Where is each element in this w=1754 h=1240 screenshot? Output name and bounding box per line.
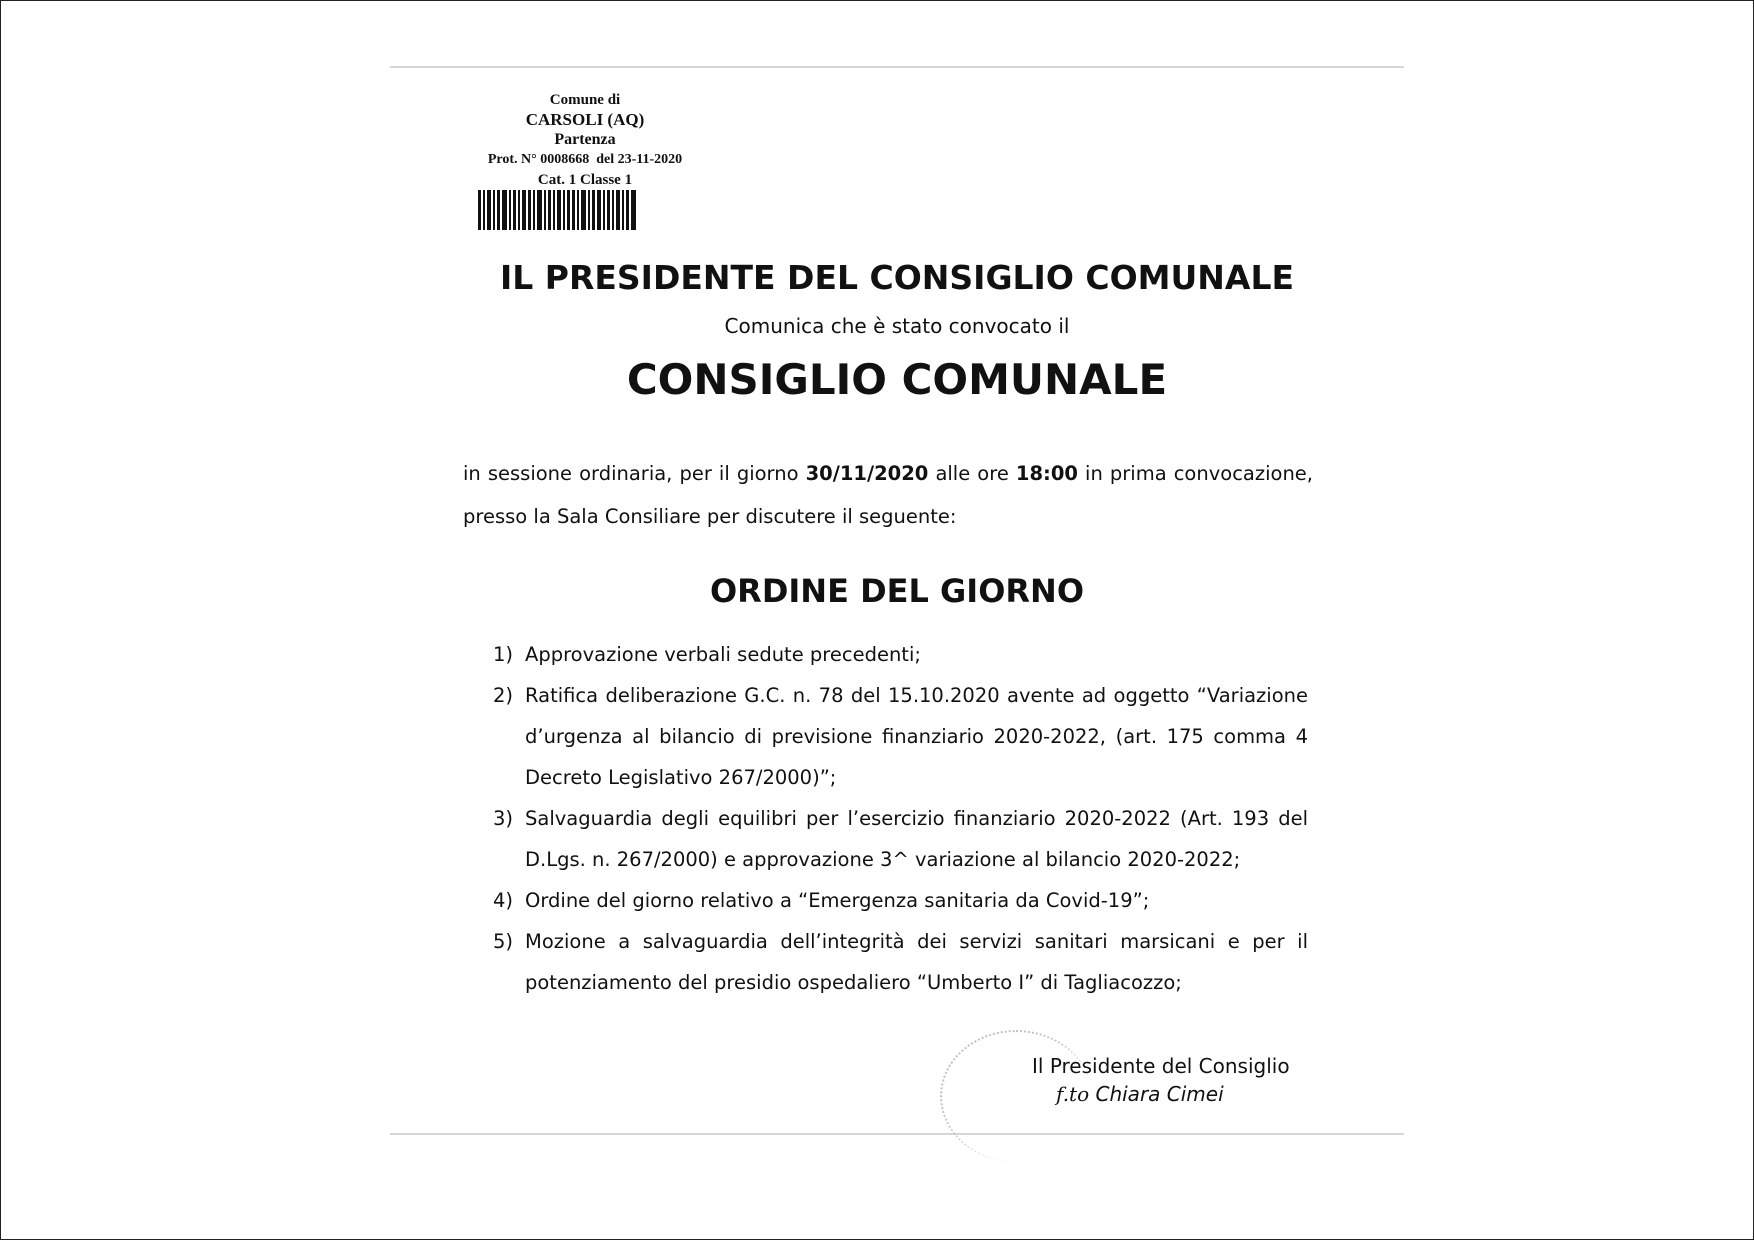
barcode-bar xyxy=(626,190,629,230)
barcode-icon xyxy=(478,190,692,230)
agenda-item xyxy=(493,880,1308,921)
stamp-line: Prot. N° 0008668 del 23-11-2020 xyxy=(487,152,683,167)
barcode-bar xyxy=(478,190,481,230)
heading: CONSIGLIO COMUNALE xyxy=(626,355,1168,404)
item-text: Ratifica deliberazione G.C. n. 78 del 15.10.2020 avente ad oggetto “Variazione d’urgenza al bilancio di previsione finanziario 2020-2022, (art. 175 comma 4 Decreto Legislativo 267/2000)”; xyxy=(525,684,1308,789)
stamp-line: Comune di xyxy=(549,92,621,108)
signature-prefix: f.to xyxy=(1056,1082,1090,1106)
item-number: 5) xyxy=(493,930,514,953)
item-number: 2) xyxy=(493,684,514,707)
item-text: Salvaguardia degli equilibri per l’esercizio finanziario 2020-2022 (Art. 193 del D.Lgs. n. 267/2000) e approvazione 3^ variazione al bilancio 2020-2022; xyxy=(525,807,1308,871)
meeting-date: 30/11/2020 xyxy=(805,462,929,485)
signer-role: Il Presidente del Consiglio xyxy=(1032,1054,1290,1078)
page-bottom-edge xyxy=(390,1133,1404,1135)
barcode-bar xyxy=(563,190,565,230)
barcode-bar xyxy=(487,190,491,230)
signature-block xyxy=(1032,1052,1290,1108)
barcode-bar xyxy=(483,190,485,230)
item-text: Approvazione verbali sedute precedenti; xyxy=(525,643,921,666)
barcode-bar xyxy=(533,190,535,230)
barcode-bar xyxy=(597,190,601,230)
stamp-line: CARSOLI (AQ) xyxy=(525,110,645,129)
subtitle: Comunica che è stato convocato il xyxy=(724,314,1070,338)
agenda-item xyxy=(493,634,1308,675)
item-text: Mozione a salvaguardia dell’integrità dei servizi sanitari marsicani e per il potenziamento del presidio ospedaliero “Umberto I” di Tagliacozzo; xyxy=(525,930,1308,994)
barcode-bar xyxy=(607,190,610,230)
barcode-bar xyxy=(603,190,605,230)
intro-text: alle ore xyxy=(928,462,1016,485)
item-number: 1) xyxy=(493,643,514,666)
barcode-bar xyxy=(502,190,507,230)
item-number: 4) xyxy=(493,889,514,912)
barcode-bar xyxy=(497,190,500,230)
barcode-bar xyxy=(548,190,551,230)
barcode-bar xyxy=(557,190,561,230)
intro-text: in sessione ordinaria, per il giorno xyxy=(463,462,806,485)
agenda-title: ORDINE DEL GIORNO xyxy=(709,572,1085,610)
stamp-line: Cat. 1 Classe 1 xyxy=(537,172,633,188)
signer-name: Chiara Cimei xyxy=(1095,1082,1224,1106)
intro-paragraph xyxy=(463,452,1313,538)
protocol-stamp xyxy=(460,90,710,190)
barcode-bar xyxy=(509,190,511,230)
barcode-bar xyxy=(513,190,516,230)
barcode-bar xyxy=(544,190,546,230)
barcode-bar xyxy=(518,190,520,230)
agenda-list xyxy=(493,634,1308,1003)
item-number: 3) xyxy=(493,807,514,830)
agenda-item xyxy=(493,921,1308,1003)
agenda-item xyxy=(493,798,1308,880)
barcode-bar xyxy=(537,190,542,230)
agenda-item xyxy=(493,675,1308,798)
stamp-line: Partenza xyxy=(554,131,616,148)
barcode-bar xyxy=(577,190,579,230)
barcode-bar xyxy=(592,190,595,230)
barcode-bar xyxy=(553,190,555,230)
barcode-bar xyxy=(631,190,636,230)
barcode-bar xyxy=(616,190,620,230)
barcode-bar xyxy=(622,190,624,230)
barcode-bar xyxy=(572,190,575,230)
meeting-time: 18:00 xyxy=(1015,462,1078,485)
barcode-bar xyxy=(493,190,495,230)
item-text: Ordine del giorno relativo a “Emergenza sanitaria da Covid-19”; xyxy=(525,889,1150,912)
barcode-bar xyxy=(528,190,531,230)
barcode-bar xyxy=(581,190,586,230)
barcode-bar xyxy=(588,190,590,230)
page-title: IL PRESIDENTE DEL CONSIGLIO COMUNALE xyxy=(499,258,1295,297)
barcode-bar xyxy=(567,190,570,230)
barcode-bar xyxy=(612,190,614,230)
page-top-edge xyxy=(390,66,1404,68)
barcode-bar xyxy=(522,190,526,230)
intro-text: in prima convocazione, presso la Sala Consiliare per discutere il seguente: xyxy=(463,462,1313,528)
